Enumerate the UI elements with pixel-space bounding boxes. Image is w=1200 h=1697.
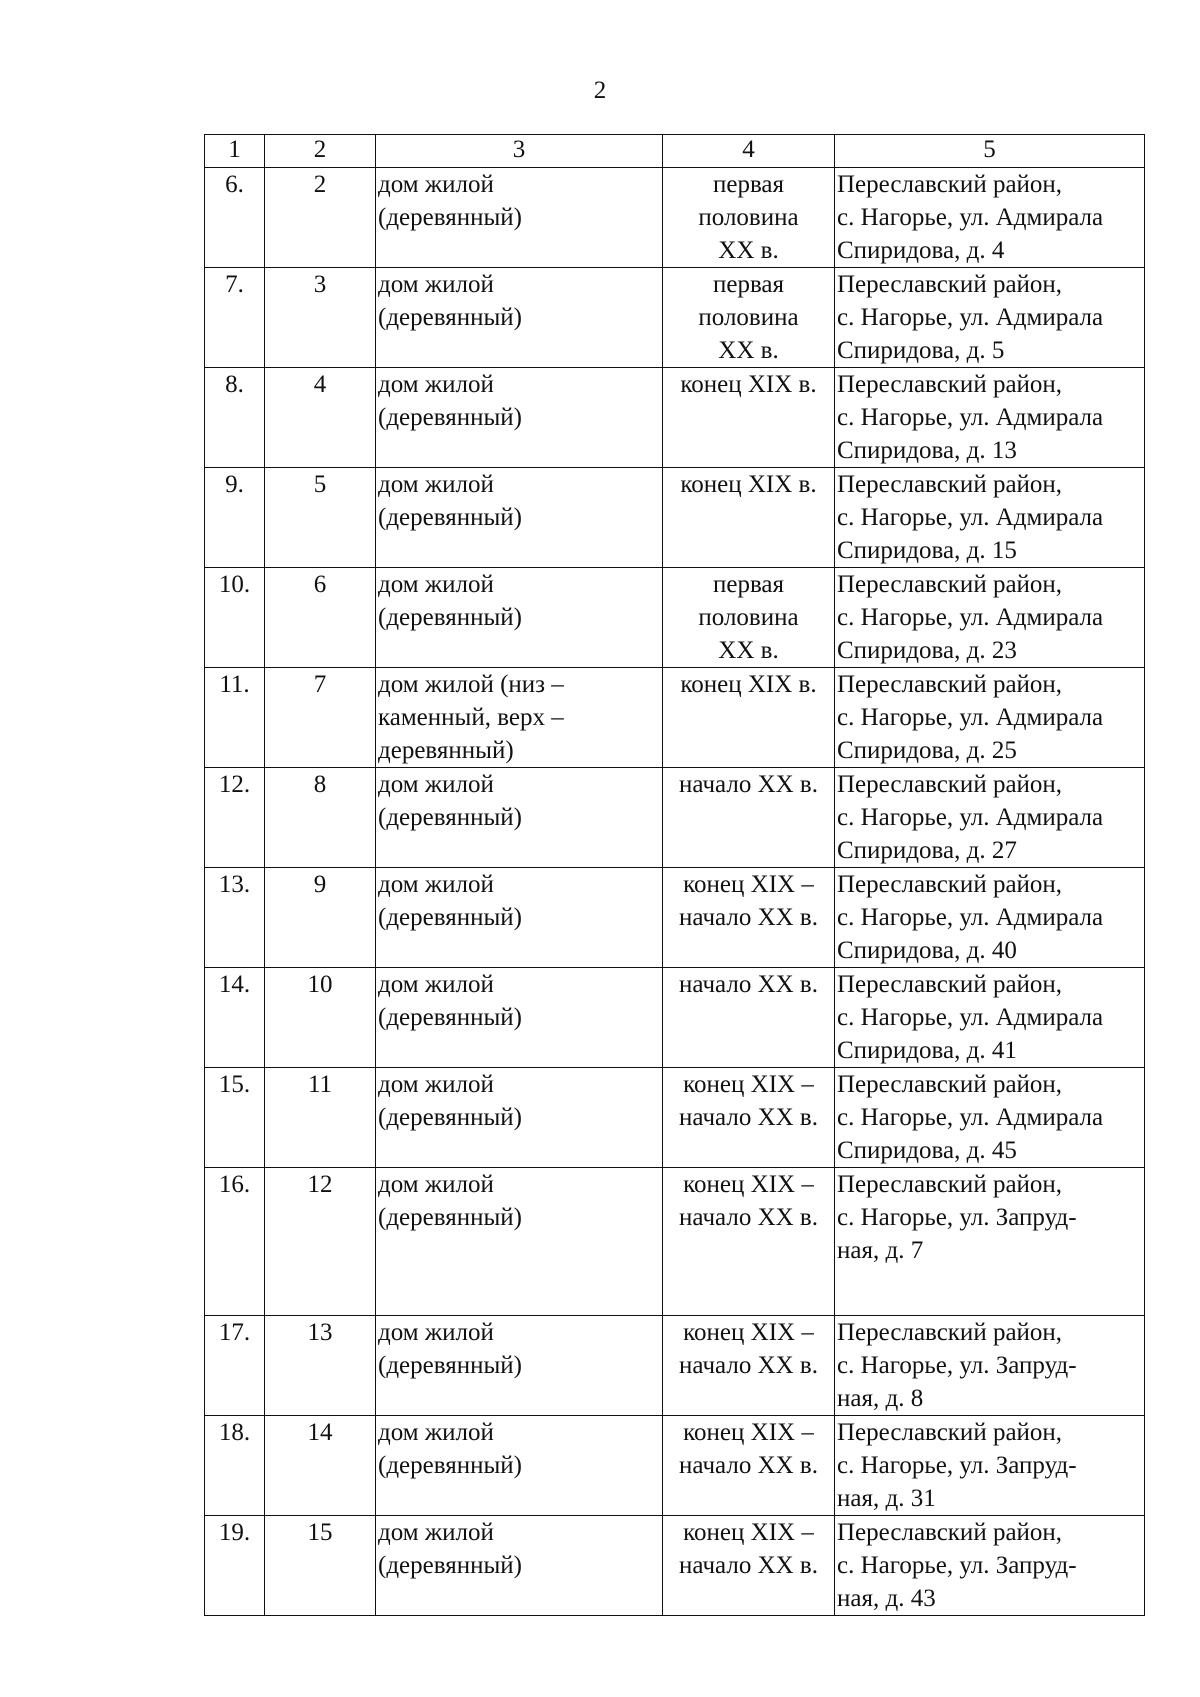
object-name-cell-line: дом жилой <box>378 271 494 298</box>
object-name-cell-line: (деревянный) <box>378 804 522 831</box>
dating-cell <box>663 1168 835 1316</box>
object-name-cell-line: дом жилой <box>378 871 494 898</box>
address-cell-line: Спиридова, д. 41 <box>837 1037 1017 1064</box>
address-cell-line: с. Нагорье, ул. Адмирала <box>837 504 1104 531</box>
address-cell-line: Переславский район, <box>837 871 1063 898</box>
address-cell-line: с. Нагорье, ул. Адмирала <box>837 804 1104 831</box>
dating-cell-line: половина <box>698 304 799 331</box>
dating-cell-line: конец XIX – <box>683 1319 814 1346</box>
table-row <box>205 1416 1145 1516</box>
address-cell-line: ная, д. 31 <box>837 1485 936 1512</box>
dating-cell <box>663 968 835 1068</box>
address-cell-line: Спиридова, д. 27 <box>837 837 1017 864</box>
object-name-cell-line: (деревянный) <box>378 204 522 231</box>
dating-cell <box>663 368 835 468</box>
dating-cell <box>663 1516 835 1616</box>
heritage-objects-table <box>204 134 1145 1616</box>
dating-cell <box>663 468 835 568</box>
object-name-cell-line: (деревянный) <box>378 1104 522 1131</box>
object-name-cell-line: дом жилой <box>378 471 494 498</box>
dating-cell <box>663 1416 835 1516</box>
column-header-1: 1 <box>205 135 265 168</box>
address-cell-line: с. Нагорье, ул. Запруд- <box>837 1352 1077 1379</box>
table-row <box>205 968 1145 1068</box>
dating-cell-line: конец XIX в. <box>680 671 817 698</box>
object-name-cell <box>376 168 663 268</box>
row-number-cell: 11. <box>205 668 265 768</box>
object-name-cell-line: (деревянный) <box>378 1204 522 1231</box>
object-name-cell-line: деревянный) <box>378 737 514 764</box>
address-cell-line: с. Нагорье, ул. Адмирала <box>837 1004 1104 1031</box>
address-cell-line: ная, д. 43 <box>837 1585 936 1612</box>
object-name-cell-line: дом жилой <box>378 1319 494 1346</box>
address-cell-line: с. Нагорье, ул. Адмирала <box>837 1104 1104 1131</box>
object-name-cell-line: (деревянный) <box>378 1552 522 1579</box>
address-cell-line: Переславский район, <box>837 1519 1063 1546</box>
address-cell-line: Спиридова, д. 23 <box>837 637 1017 664</box>
address-cell-line: Спиридова, д. 13 <box>837 437 1017 464</box>
object-name-cell-line: (деревянный) <box>378 304 522 331</box>
dating-cell <box>663 1316 835 1416</box>
address-cell <box>835 1416 1145 1516</box>
dating-cell-line: первая <box>712 171 785 198</box>
row-number-cell: 17. <box>205 1316 265 1416</box>
object-name-cell-line: (деревянный) <box>378 504 522 531</box>
column-header-2: 2 <box>265 135 376 168</box>
object-number-cell: 8 <box>265 768 376 868</box>
page-number: 2 <box>593 77 607 104</box>
address-cell <box>835 768 1145 868</box>
object-number-cell: 13 <box>265 1316 376 1416</box>
object-name-cell <box>376 968 663 1068</box>
object-name-cell-line: каменный, верх – <box>378 704 564 731</box>
object-number-cell: 7 <box>265 668 376 768</box>
dating-cell <box>663 1068 835 1168</box>
object-name-cell-line: (деревянный) <box>378 904 522 931</box>
address-cell <box>835 968 1145 1068</box>
address-cell-line: Переславский район, <box>837 371 1063 398</box>
object-name-cell-line: (деревянный) <box>378 1004 522 1031</box>
table-row <box>205 1068 1145 1168</box>
address-cell <box>835 1316 1145 1416</box>
column-header-4: 4 <box>663 135 835 168</box>
column-header-3: 3 <box>376 135 663 168</box>
row-number-cell: 7. <box>205 268 265 368</box>
object-name-cell-line: дом жилой <box>378 171 494 198</box>
dating-cell-line: начало XX в. <box>678 1204 818 1231</box>
address-cell-line: Переславский район, <box>837 471 1063 498</box>
object-name-cell <box>376 1068 663 1168</box>
object-name-cell-line: (деревянный) <box>378 1452 522 1479</box>
address-cell-line: с. Нагорье, ул. Адмирала <box>837 904 1104 931</box>
object-name-cell-line: дом жилой (низ – <box>378 671 564 698</box>
dating-cell-line: первая <box>712 271 785 298</box>
table-row <box>205 1516 1145 1616</box>
table-body <box>205 168 1145 1616</box>
row-number-cell: 14. <box>205 968 265 1068</box>
address-cell-line: Переславский район, <box>837 671 1063 698</box>
address-cell-line: с. Нагорье, ул. Адмирала <box>837 604 1104 631</box>
dating-cell-line: половина <box>698 604 799 631</box>
table-row <box>205 868 1145 968</box>
dating-cell-line: половина <box>698 204 799 231</box>
column-header-5: 5 <box>835 135 1145 168</box>
dating-cell-line: первая <box>712 571 785 598</box>
dating-cell-line: XX в. <box>718 637 779 664</box>
row-number-cell: 9. <box>205 468 265 568</box>
object-name-cell-line: (деревянный) <box>378 1352 522 1379</box>
table-row <box>205 168 1145 268</box>
address-cell-line: Переславский район, <box>837 771 1063 798</box>
object-name-cell-line: дом жилой <box>378 971 494 998</box>
object-number-cell: 9 <box>265 868 376 968</box>
dating-cell-line: XX в. <box>718 237 779 264</box>
dating-cell <box>663 868 835 968</box>
dating-cell-line: конец XIX в. <box>680 471 817 498</box>
dating-cell-line: начало XX в. <box>678 1452 818 1479</box>
object-name-cell <box>376 668 663 768</box>
object-name-cell <box>376 268 663 368</box>
dating-cell-line: конец XIX – <box>683 1171 814 1198</box>
address-cell-line: Переславский район, <box>837 1171 1063 1198</box>
address-cell-line: Переславский район, <box>837 1071 1063 1098</box>
row-number-cell: 10. <box>205 568 265 668</box>
address-cell <box>835 368 1145 468</box>
address-cell-line: Спиридова, д. 45 <box>837 1137 1017 1164</box>
row-number-cell: 18. <box>205 1416 265 1516</box>
object-number-cell: 2 <box>265 168 376 268</box>
object-name-cell <box>376 568 663 668</box>
dating-cell-line: конец XIX – <box>683 871 814 898</box>
address-cell-line: с. Нагорье, ул. Адмирала <box>837 204 1104 231</box>
object-name-cell-line: дом жилой <box>378 1071 494 1098</box>
address-cell-line: с. Нагорье, ул. Запруд- <box>837 1204 1077 1231</box>
dating-cell-line: конец XIX – <box>683 1519 814 1546</box>
address-cell <box>835 1516 1145 1616</box>
address-cell-line: Спиридова, д. 4 <box>837 237 1005 264</box>
address-cell-line: Переславский район, <box>837 571 1063 598</box>
address-cell <box>835 1168 1145 1316</box>
address-cell-line: Переславский район, <box>837 1419 1063 1446</box>
address-cell <box>835 168 1145 268</box>
object-number-cell: 15 <box>265 1516 376 1616</box>
address-cell <box>835 868 1145 968</box>
dating-cell-line: начало XX в. <box>678 1352 818 1379</box>
dating-cell-line: начало XX в. <box>678 1552 818 1579</box>
address-cell <box>835 268 1145 368</box>
row-number-cell: 6. <box>205 168 265 268</box>
row-number-cell: 19. <box>205 1516 265 1616</box>
object-number-cell: 4 <box>265 368 376 468</box>
object-name-cell-line: (деревянный) <box>378 404 522 431</box>
dating-cell-line: XX в. <box>718 337 779 364</box>
table-row <box>205 768 1145 868</box>
address-cell-line: ная, д. 8 <box>837 1385 924 1412</box>
object-name-cell <box>376 368 663 468</box>
address-cell <box>835 1068 1145 1168</box>
dating-cell-line: конец XIX – <box>683 1071 814 1098</box>
dating-cell <box>663 268 835 368</box>
object-name-cell-line: дом жилой <box>378 771 494 798</box>
table-row <box>205 668 1145 768</box>
table-row <box>205 468 1145 568</box>
address-cell-line: Спиридова, д. 5 <box>837 337 1005 364</box>
object-number-cell: 3 <box>265 268 376 368</box>
row-number-cell: 12. <box>205 768 265 868</box>
object-name-cell <box>376 1168 663 1316</box>
address-cell-line: Переславский район, <box>837 1319 1063 1346</box>
address-cell <box>835 468 1145 568</box>
dating-cell-line: начало XX в. <box>678 904 818 931</box>
table-row <box>205 268 1145 368</box>
object-name-cell <box>376 768 663 868</box>
table-row <box>205 568 1145 668</box>
address-cell-line: ная, д. 7 <box>837 1237 924 1264</box>
address-cell-line: Спиридова, д. 15 <box>837 537 1017 564</box>
object-name-cell-line: дом жилой <box>378 571 494 598</box>
dating-cell-line: начало XX в. <box>678 771 818 798</box>
address-cell-line: с. Нагорье, ул. Запруд- <box>837 1452 1077 1479</box>
object-number-cell: 6 <box>265 568 376 668</box>
table-header-row <box>205 135 1145 168</box>
address-cell-line: Переславский район, <box>837 171 1063 198</box>
dating-cell <box>663 768 835 868</box>
object-number-cell: 10 <box>265 968 376 1068</box>
address-cell-line: Переславский район, <box>837 271 1063 298</box>
row-number-cell: 13. <box>205 868 265 968</box>
object-name-cell-line: дом жилой <box>378 371 494 398</box>
dating-cell-line: начало XX в. <box>678 1104 818 1131</box>
address-cell-line: Спиридова, д. 25 <box>837 737 1017 764</box>
row-number-cell: 16. <box>205 1168 265 1316</box>
object-number-cell: 14 <box>265 1416 376 1516</box>
address-cell <box>835 568 1145 668</box>
table-row <box>205 1168 1145 1316</box>
address-cell-line: с. Нагорье, ул. Адмирала <box>837 404 1104 431</box>
address-cell-line: с. Нагорье, ул. Адмирала <box>837 304 1104 331</box>
dating-cell <box>663 568 835 668</box>
address-cell-line: с. Нагорье, ул. Адмирала <box>837 704 1104 731</box>
object-name-cell <box>376 468 663 568</box>
object-number-cell: 11 <box>265 1068 376 1168</box>
row-number-cell: 15. <box>205 1068 265 1168</box>
dating-cell-line: начало XX в. <box>678 971 818 998</box>
table-row <box>205 368 1145 468</box>
row-number-cell: 8. <box>205 368 265 468</box>
object-name-cell-line: дом жилой <box>378 1171 494 1198</box>
table-row <box>205 1316 1145 1416</box>
address-cell-line: Переславский район, <box>837 971 1063 998</box>
dating-cell-line: конец XIX в. <box>680 371 817 398</box>
object-name-cell <box>376 1416 663 1516</box>
dating-cell-line: конец XIX – <box>683 1419 814 1446</box>
object-name-cell-line: дом жилой <box>378 1419 494 1446</box>
dating-cell <box>663 168 835 268</box>
object-name-cell <box>376 868 663 968</box>
address-cell-line: Спиридова, д. 40 <box>837 937 1017 964</box>
object-name-cell-line: дом жилой <box>378 1519 494 1546</box>
address-cell-line: с. Нагорье, ул. Запруд- <box>837 1552 1077 1579</box>
object-name-cell <box>376 1516 663 1616</box>
object-number-cell: 5 <box>265 468 376 568</box>
object-name-cell <box>376 1316 663 1416</box>
address-cell <box>835 668 1145 768</box>
dating-cell <box>663 668 835 768</box>
object-name-cell-line: (деревянный) <box>378 604 522 631</box>
object-number-cell: 12 <box>265 1168 376 1316</box>
